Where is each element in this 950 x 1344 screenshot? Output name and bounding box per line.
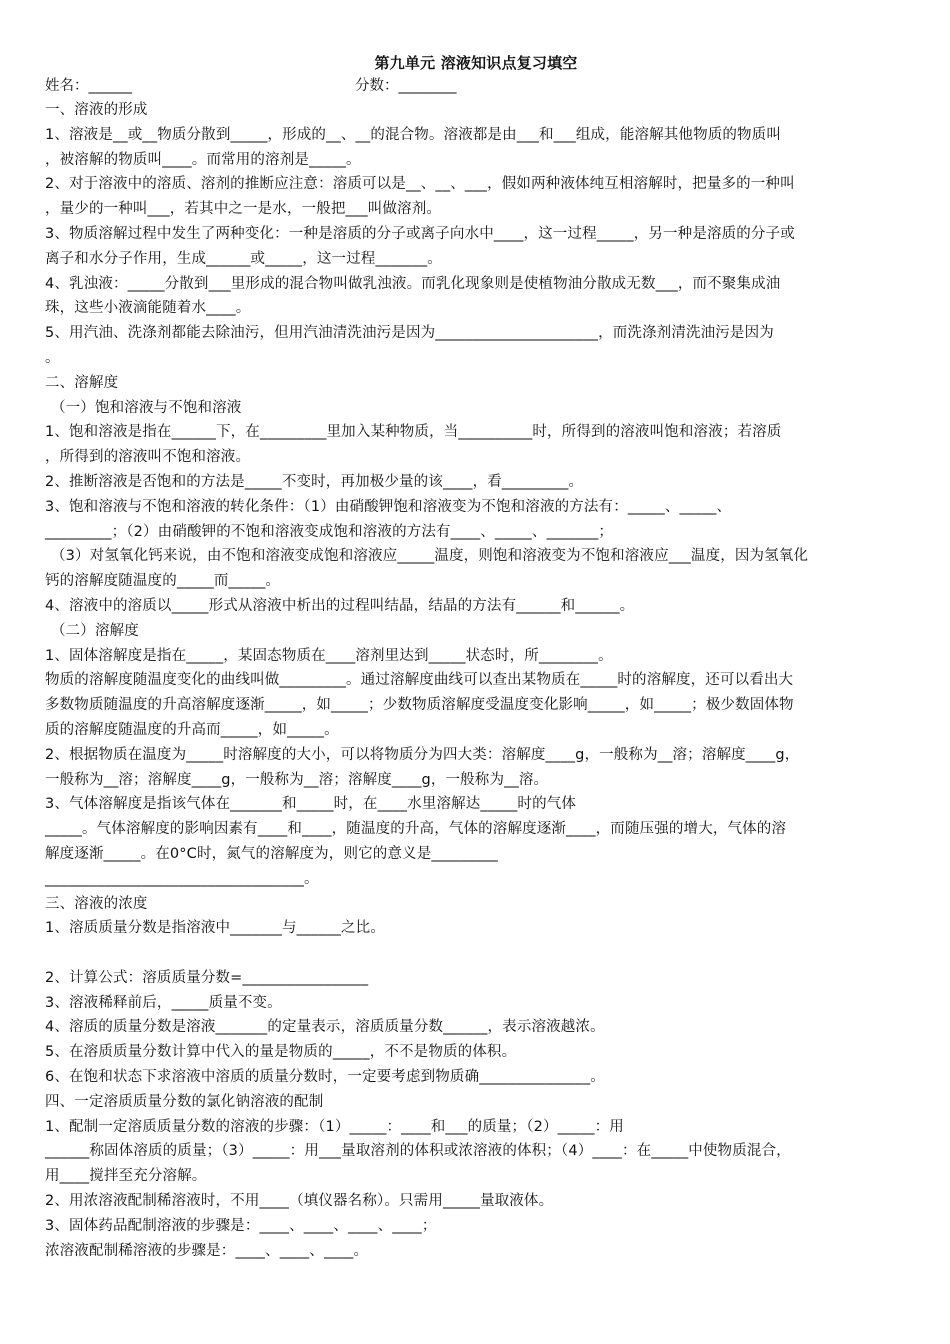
worksheet-line: 一、溶液的形成 [45, 102, 148, 118]
worksheet-line: （3）对氢氧化钙来说，由不饱和溶液变成饱和溶液应_____温度，则饱和溶液变为不饱和溶液应___温度，因为氢氧化 [51, 548, 809, 565]
worksheet-line: 用____搅拌至充分溶解。 [45, 1168, 207, 1185]
worksheet-line: 5、用汽油、洗涤剂都能去除油污，但用汽油清洗油污是因为______________________，而洗涤剂清洗油污是因为 [45, 325, 774, 342]
worksheet-line: 1、饱和溶液是指在______下，在_________里加入某种物质，当__________时，所得到的溶液叫饱和溶液；若溶质 [45, 424, 782, 441]
worksheet-line: ，量少的一种叫___，若其中之一是水，一般把___叫做溶剂。 [45, 201, 441, 218]
worksheet-line: 钙的溶解度随温度的_____而_____。 [45, 573, 281, 590]
worksheet-line: 3、气体溶解度是指该气体在_______和_____时，在____水里溶解达_____时的气体 [45, 796, 577, 813]
worksheet-line: 2、计算公式：溶质质量分数=_________________ [45, 969, 369, 986]
worksheet-line: ，所得到的溶液叫不饱和溶液。 [45, 449, 251, 466]
worksheet-line: 2、根据物质在温度为_____时溶解度的大小，可以将物质分为四大类：溶解度____g，一般称为__溶；溶解度____g， [45, 746, 800, 763]
worksheet-line: 一般称为__溶；溶解度____g，一般称为__溶；溶解度____g，一般称为__溶。 [45, 771, 549, 788]
worksheet-line: 离子和水分子作用，生成______或_____，这一过程_______。 [45, 250, 442, 267]
worksheet-body [45, 98, 907, 1263]
worksheet-line: 6、在饱和状态下求溶液中溶质的质量分数时，一定要考虑到物质确_______________。 [45, 1069, 605, 1086]
worksheet-line: （二）溶解度 [51, 622, 139, 639]
worksheet-line: 3、饱和溶液与不饱和溶液的转化条件：（1）由硝酸钾饱和溶液变为不饱和溶液的方法有：_____、_____、 [45, 498, 732, 515]
worksheet-line: 三、溶液的浓度 [45, 895, 148, 912]
worksheet-line: 物质的溶解度随温度变化的曲线叫做_________。通过溶解度曲线可以查出某物质在_____时的溶解度，还可以看出大 [45, 672, 794, 689]
worksheet-line: 5、在溶质质量分数计算中代入的量是物质的_____，不不是物质的体积。 [45, 1044, 517, 1061]
worksheet-line: 质的溶解度随温度的升高而_____，如_____。 [45, 721, 339, 738]
worksheet-line: 1、溶质质量分数是指溶液中_______与______之比。 [45, 920, 385, 937]
student-name-field[interactable]: 姓名：______ [45, 78, 132, 94]
worksheet-line: 1、固体溶解度是指在_____，某固态物质在____溶剂里达到_____状态时，所________。 [45, 647, 613, 664]
worksheet-page [45, 52, 907, 1263]
score-field[interactable]: 分数：________ [355, 78, 457, 94]
worksheet-line: 浓溶液配制稀溶液的步骤是：____、____、____。 [45, 1242, 369, 1259]
worksheet-line: 多数物质随温度的升高溶解度逐渐_____，如_____；少数物质溶解度受温度变化影响_____，如_____；极少数固体物 [45, 697, 794, 714]
worksheet-line: （一）饱和溶液与不饱和溶液 [51, 399, 242, 416]
worksheet-line: 2、用浓溶液配制稀溶液时，不用____（填仪器名称）。只需用_____量取液体。 [45, 1193, 554, 1210]
worksheet-line: 1、配制一定溶质质量分数的溶液的步骤：（1）_____：____和___的质量；（2）_____：用 [45, 1118, 624, 1135]
worksheet-line: 3、物质溶解过程中发生了两种变化：一种是溶质的分子或离子向水中____，这一过程_____，另一种是溶质的分子或 [45, 225, 795, 242]
worksheet-line: 解度逐渐_____。在0°C时，氮气的溶解度为，则它的意义是_________ [45, 845, 498, 862]
worksheet-line: 珠，这些小液滴能随着水____。 [45, 300, 251, 317]
worksheet-line: 4、溶质的质量分数是溶液_______的定量表示，溶质质量分数______，表示溶液越浓。 [45, 1019, 605, 1036]
worksheet-line: ___________________________________。 [45, 870, 319, 887]
worksheet-line: 2、对于溶液中的溶质、溶剂的推断应注意：溶质可以是__、__、___，假如两种液体纯互相溶解时，把量多的一种叫 [45, 176, 795, 193]
worksheet-line: 。 [45, 349, 60, 366]
worksheet-line: 1、溶液是__或__物质分散到_____，形成的__、__的混合物。溶液都是由___和___组成，能溶解其他物质的物质叫 [45, 126, 781, 143]
worksheet-line: _____。气体溶解度的影响因素有____和____，随温度的升高，气体的溶解度逐渐____，而随压强的增大，气体的溶 [45, 821, 787, 838]
worksheet-line: 二、溶解度 [45, 374, 119, 391]
worksheet-line: 四、一定溶质质量分数的氯化钠溶液的配制 [45, 1093, 324, 1110]
worksheet-line [45, 941, 907, 966]
worksheet-line: 3、固体药品配制溶液的步骤是：____、____、____、____； [45, 1217, 437, 1234]
worksheet-line: 4、溶液中的溶质以_____形式从溶液中析出的过程叫结晶，结晶的方法有______和______。 [45, 597, 635, 614]
worksheet-line: _________；（2）由硝酸钾的不饱和溶液变成饱和溶液的方法有____、_____、_______； [45, 523, 614, 540]
worksheet-line: ，被溶解的物质叫____。而常用的溶剂是_____。 [45, 151, 361, 168]
worksheet-line: 4、乳浊液：_____分散到___里形成的混合物叫做乳浊液。而乳化现象则是使植物油分散成无数___，而不聚集成油 [45, 275, 781, 292]
student-info-row [45, 74, 907, 98]
page-title: 第九单元 溶液知识点复习填空 [374, 54, 578, 72]
worksheet-line: 3、溶液稀释前后，_____质量不变。 [45, 994, 282, 1011]
worksheet-line: 2、推断溶液是否饱和的方法是_____不变时，再加极少量的该____，看_________。 [45, 473, 584, 490]
worksheet-line: ______称固体溶质的质量；（3）_____：用___量取溶剂的体积或浓溶液的体积；（4）____：在_____中使物质混合， [45, 1143, 791, 1160]
